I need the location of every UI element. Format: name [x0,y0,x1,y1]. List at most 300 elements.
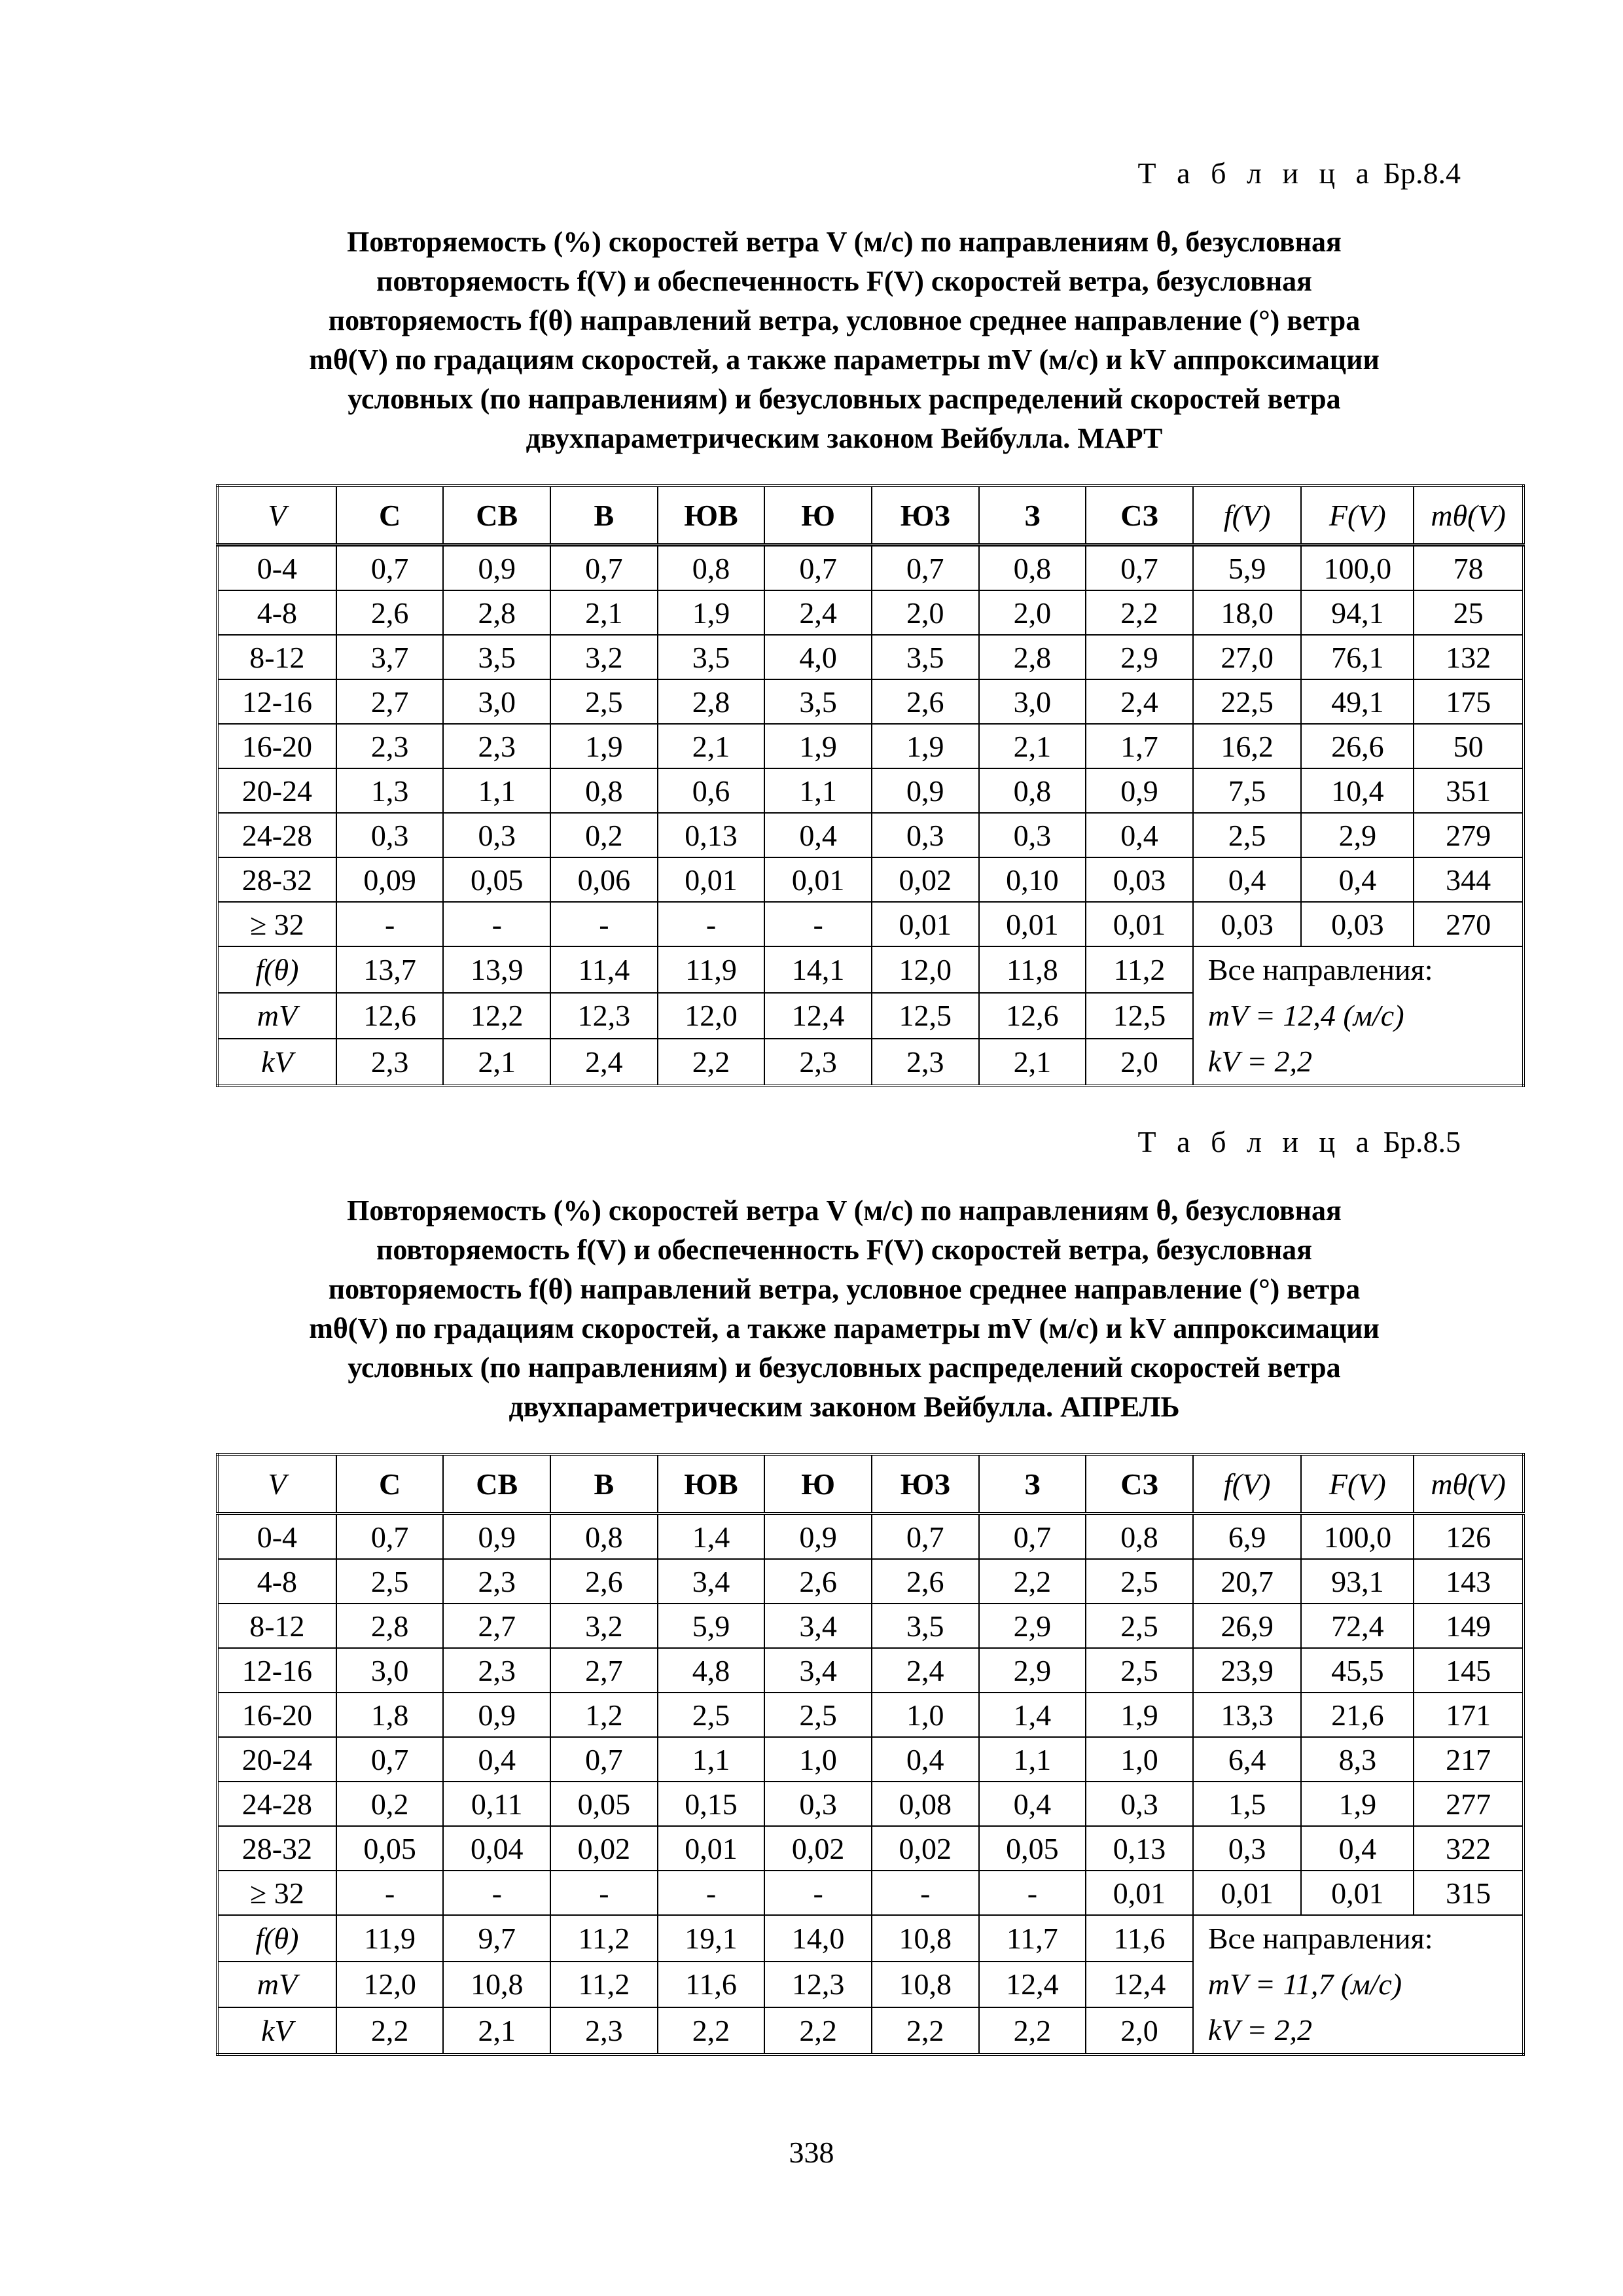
table-cell: 0,01 [979,902,1086,946]
table-cell: 0,8 [979,768,1086,813]
table-cell: 13,7 [336,946,444,993]
table-cell: - [872,1871,979,1915]
table-cell: 100,0 [1301,1514,1414,1560]
table-cell: 2,6 [336,590,444,635]
table-cell: 21,6 [1301,1693,1414,1737]
header-cell: F(V) [1301,486,1414,545]
table-cell: 0,8 [979,545,1086,591]
table-cell: 23,9 [1193,1648,1302,1693]
table-cell: - [764,902,872,946]
caption-line: условных (по направлениям) и безусловных распределений скоростей ветра [348,1352,1341,1384]
table-cell: 2,1 [658,724,765,768]
table-cell: 1,4 [658,1514,765,1560]
speed-range-cell: 12-16 [217,1648,336,1693]
table-cell: 0,7 [979,1514,1086,1560]
table-cell: 2,2 [658,2007,765,2054]
table-cell: 0,9 [443,1693,550,1737]
header-cell: С [336,1454,444,1514]
speed-range-cell: 12-16 [217,679,336,724]
table-cell: 0,3 [443,813,550,857]
row-label: kV [217,2007,336,2054]
table-cell: 1,1 [764,768,872,813]
table-cell: 0,4 [979,1782,1086,1826]
table-cell: 3,0 [443,679,550,724]
table-row [217,1604,1524,1648]
table-cell: 11,6 [658,1962,765,2008]
table-cell: 2,9 [979,1648,1086,1693]
table-cell: 12,2 [443,993,550,1039]
table-cell: 7,5 [1193,768,1302,813]
table-cell: - [550,902,658,946]
table-cell: - [658,1871,765,1915]
table-body [217,1514,1524,1916]
table-cell: 11,6 [1086,1915,1193,1962]
table-cell: 277 [1414,1782,1524,1826]
table-cell: 3,0 [336,1648,444,1693]
table-cell: 351 [1414,768,1524,813]
table-cell: 12,3 [764,1962,872,2008]
table-row [217,857,1524,902]
table-cell: 270 [1414,902,1524,946]
speed-range-cell: 16-20 [217,724,336,768]
table-cell: 20,7 [1193,1559,1302,1604]
caption-line: Повторяемость (%) скоростей ветра V (м/с) по направлениям θ, безусловная [347,1194,1342,1227]
table-cell: 1,1 [979,1737,1086,1782]
header-cell: ЮВ [658,486,765,545]
table-cell: 2,6 [872,1559,979,1604]
table-row [217,1514,1524,1560]
table-row [217,1648,1524,1693]
table-cell: 0,15 [658,1782,765,1826]
table-cell: 11,2 [550,1962,658,2008]
table-cell: 11,8 [979,946,1086,993]
table-cell: 1,7 [1086,724,1193,768]
table-cell: 22,5 [1193,679,1302,724]
caption-line: mθ(V) по градациям скоростей, а также параметры mV (м/с) и kV аппроксимации [309,1312,1380,1344]
f-theta-row [217,946,1524,993]
table-cell: 3,0 [979,679,1086,724]
table-cell: 14,0 [764,1915,872,1962]
table-cell: 1,1 [443,768,550,813]
table-row [217,1826,1524,1871]
table-cell: 2,1 [443,1039,550,1086]
table-cell: 2,4 [764,590,872,635]
header-cell: СЗ [1086,1454,1193,1514]
table-cell: 0,3 [1086,1782,1193,1826]
table-cell: 72,4 [1301,1604,1414,1648]
table-row [217,1737,1524,1782]
table-cell: 1,9 [872,724,979,768]
all-directions-summary [1193,1915,1524,2054]
table-cell: 2,0 [872,590,979,635]
table-cell: 2,7 [550,1648,658,1693]
caption-line: повторяемость f(V) и обеспеченность F(V) скоростей ветра, безусловная [376,1234,1312,1266]
table-cell: 11,4 [550,946,658,993]
table-cell: 3,5 [764,679,872,724]
table-cell: 0,02 [764,1826,872,1871]
table-cell: 0,7 [872,1514,979,1560]
table-cell: 0,4 [1193,857,1302,902]
table-cell: 1,2 [550,1693,658,1737]
header-cell: mθ(V) [1414,486,1524,545]
table-cell: 3,4 [764,1648,872,1693]
header-cell: З [979,1454,1086,1514]
table-cell: 2,9 [979,1604,1086,1648]
table-cell: 1,3 [336,768,444,813]
table-row [217,1782,1524,1826]
table-cell: 0,09 [336,857,444,902]
header-cell: f(V) [1193,1454,1302,1514]
table-row [217,590,1524,635]
header-cell: Ю [764,486,872,545]
header-cell: Ю [764,1454,872,1514]
all-directions-title: Все направления: [1207,1922,1433,1955]
table-cell: 26,6 [1301,724,1414,768]
table-body [217,545,1524,947]
table-cell: 2,2 [979,2007,1086,2054]
table-cell: 2,4 [550,1039,658,1086]
page-number: 338 [789,2136,834,2169]
table-cell: 27,0 [1193,635,1302,679]
table-cell: 0,01 [872,902,979,946]
table-cell: 0,01 [658,857,765,902]
f-theta-row [217,1915,1524,1962]
table-caption [216,1191,1472,1427]
table-cell: 0,6 [658,768,765,813]
table-cell: 2,2 [979,1559,1086,1604]
table-cell: 2,9 [1086,635,1193,679]
table-cell: 2,3 [872,1039,979,1086]
table-cell: 0,01 [1086,902,1193,946]
speed-range-cell: 16-20 [217,1693,336,1737]
caption-line: условных (по направлениям) и безусловных распределений скоростей ветра [348,383,1341,415]
table-cell: 0,8 [658,545,765,591]
table-cell: - [336,902,444,946]
table-cell: 2,1 [550,590,658,635]
table-cell: 49,1 [1301,679,1414,724]
table-cell: 100,0 [1301,545,1414,591]
table-cell: 0,4 [1301,857,1414,902]
table-cell: - [443,902,550,946]
table-cell: 0,7 [336,1514,444,1560]
table-cell: 2,6 [764,1559,872,1604]
table-cell: 12,6 [979,993,1086,1039]
table-cell: 45,5 [1301,1648,1414,1693]
header-cell: V [217,486,336,545]
table-cell: 2,2 [872,2007,979,2054]
caption-line: mθ(V) по градациям скоростей, а также параметры mV (м/с) и kV аппроксимации [309,344,1380,376]
table-cell: 1,5 [1193,1782,1302,1826]
caption-line: повторяемость f(V) и обеспеченность F(V) скоростей ветра, безусловная [376,265,1312,297]
table-cell: 4,8 [658,1648,765,1693]
table-cell: 26,9 [1193,1604,1302,1648]
table-cell: 2,5 [764,1693,872,1737]
table-cell: 322 [1414,1826,1524,1871]
table-cell: 0,01 [1301,1871,1414,1915]
speed-range-cell: 24-28 [217,1782,336,1826]
table-cell: 0,9 [764,1514,872,1560]
speed-range-cell: 4-8 [217,590,336,635]
table-cell: 0,05 [336,1826,444,1871]
table-cell: 14,1 [764,946,872,993]
table-cell: 2,7 [443,1604,550,1648]
row-label: mV [217,993,336,1039]
table-cell: 2,3 [443,1648,550,1693]
table-cell: 0,7 [550,545,658,591]
table-cell: 3,5 [443,635,550,679]
table-cell: 2,5 [1086,1604,1193,1648]
header-cell: В [550,486,658,545]
table-row [217,679,1524,724]
table-cell: 1,9 [550,724,658,768]
table-cell: 2,3 [336,1039,444,1086]
header-cell: В [550,1454,658,1514]
header-cell: ЮЗ [872,486,979,545]
table-cell: 2,8 [979,635,1086,679]
table-row [217,1871,1524,1915]
caption-line: Повторяемость (%) скоростей ветра V (м/с) по направлениям θ, безусловная [347,226,1342,258]
table-cell: 12,5 [1086,993,1193,1039]
header-cell: С [336,486,444,545]
table-cell: 217 [1414,1737,1524,1782]
caption-line: повторяемость f(θ) направлений ветра, условное среднее направление (°) ветра [328,1273,1361,1305]
table-row [217,1559,1524,1604]
table-cell: 2,2 [1086,590,1193,635]
table-cell: 12,0 [658,993,765,1039]
table-cell: 126 [1414,1514,1524,1560]
table-cell: 11,9 [658,946,765,993]
table-cell: 1,0 [872,1693,979,1737]
table-cell: 344 [1414,857,1524,902]
table-cell: 2,0 [1086,1039,1193,1086]
table-cell: 1,0 [1086,1737,1193,1782]
table-row [217,1693,1524,1737]
header-cell: mθ(V) [1414,1454,1524,1514]
speed-range-cell: 8-12 [217,1604,336,1648]
table-cell: 0,08 [872,1782,979,1826]
table-cell: 2,5 [658,1693,765,1737]
row-label: kV [217,1039,336,1086]
table-cell: 2,5 [336,1559,444,1604]
table-cell: 0,7 [336,545,444,591]
table-cell: 0,05 [979,1826,1086,1871]
table-cell: 11,2 [550,1915,658,1962]
speed-range-cell: 28-32 [217,857,336,902]
table-cell: 11,9 [336,1915,444,1962]
table-cell: 171 [1414,1693,1524,1737]
table-cell: 12,4 [1086,1962,1193,2008]
table-cell: 5,9 [658,1604,765,1648]
table-cell: 0,8 [550,1514,658,1560]
table-cell: 0,7 [1086,545,1193,591]
table-cell: 2,2 [336,2007,444,2054]
table-cell: - [979,1871,1086,1915]
table-cell: 0,03 [1301,902,1414,946]
header-cell: ЮЗ [872,1454,979,1514]
table-cell: 3,4 [764,1604,872,1648]
table-row [217,724,1524,768]
table-cell: 0,03 [1193,902,1302,946]
table-cell: 11,7 [979,1915,1086,1962]
table-cell: 0,05 [550,1782,658,1826]
table-cell: 10,8 [872,1962,979,2008]
table-label: Т а б л и ц а Бр.8.5 [1137,1125,1461,1158]
table-cell: 94,1 [1301,590,1414,635]
all-directions-kv: kV = 2,2 [1207,1045,1313,1078]
table-cell: 0,02 [550,1826,658,1871]
table-cell: 0,01 [764,857,872,902]
table-cell: 1,8 [336,1693,444,1737]
table-cell: 0,05 [443,857,550,902]
header-row [217,486,1524,545]
speed-range-cell: ≥ 32 [217,1871,336,1915]
table-cell: 2,5 [1086,1648,1193,1693]
caption-line: двухпараметрическим законом Вейбулла. АПРЕЛЬ [508,1391,1180,1423]
table-cell: 12,3 [550,993,658,1039]
table-cell: 2,8 [443,590,550,635]
table-cell: 12,5 [872,993,979,1039]
table-cell: 0,01 [1193,1871,1302,1915]
table-cell: 1,0 [764,1737,872,1782]
table-cell: 1,9 [1301,1782,1414,1826]
table-cell: 0,2 [550,813,658,857]
table-caption [216,223,1472,458]
table-cell: 0,03 [1086,857,1193,902]
table-cell: 3,5 [872,1604,979,1648]
table-cell: 2,0 [1086,2007,1193,2054]
table-cell: 3,2 [550,635,658,679]
table-cell: 2,3 [550,2007,658,2054]
table-cell: 8,3 [1301,1737,1414,1782]
row-label: f(θ) [217,946,336,993]
table-cell: 0,13 [1086,1826,1193,1871]
all-directions-kv: kV = 2,2 [1207,2013,1313,2047]
table-cell: 76,1 [1301,635,1414,679]
table-cell: 11,2 [1086,946,1193,993]
data-table [216,1453,1525,2056]
table-cell: 9,7 [443,1915,550,1962]
table-cell: 3,4 [658,1559,765,1604]
table-cell: 2,1 [979,1039,1086,1086]
table-cell: 0,3 [764,1782,872,1826]
table-cell: 12,0 [336,1962,444,2008]
speed-range-cell: 20-24 [217,768,336,813]
speed-range-cell: 0-4 [217,1514,336,1560]
table-row [217,902,1524,946]
table-cell: 3,5 [658,635,765,679]
speed-range-cell: 4-8 [217,1559,336,1604]
table-cell: 6,4 [1193,1737,1302,1782]
table-cell: 12,4 [979,1962,1086,2008]
table-cell: - [336,1871,444,1915]
table-cell: 2,5 [1086,1559,1193,1604]
table-row [217,635,1524,679]
speed-range-cell: 8-12 [217,635,336,679]
header-cell: СЗ [1086,486,1193,545]
table-cell: 2,1 [443,2007,550,2054]
table-cell: 2,5 [1193,813,1302,857]
table-cell: 2,4 [872,1648,979,1693]
table-cell: 2,4 [1086,679,1193,724]
table-cell: 0,9 [872,768,979,813]
header-cell: V [217,1454,336,1514]
table-cell: 4,0 [764,635,872,679]
all-directions-mv: mV = 11,7 (м/с) [1207,1967,1402,2001]
table-cell: 16,2 [1193,724,1302,768]
table-cell: 78 [1414,545,1524,591]
row-label: mV [217,1962,336,2008]
table-cell: 0,13 [658,813,765,857]
table-cell: - [658,902,765,946]
header-cell: f(V) [1193,486,1302,545]
table-cell: 2,3 [336,724,444,768]
caption-line: повторяемость f(θ) направлений ветра, условное среднее направление (°) ветра [328,304,1361,336]
data-table [216,484,1525,1087]
header-cell: ЮВ [658,1454,765,1514]
speed-range-cell: 20-24 [217,1737,336,1782]
table-cell: 1,9 [658,590,765,635]
header-cell: F(V) [1301,1454,1414,1514]
table-cell: 1,4 [979,1693,1086,1737]
table-cell: 0,7 [550,1737,658,1782]
table-cell: - [550,1871,658,1915]
table-cell: 0,4 [1086,813,1193,857]
header-cell: З [979,486,1086,545]
table-cell: 0,04 [443,1826,550,1871]
table-cell: 2,0 [979,590,1086,635]
table-cell: 2,1 [979,724,1086,768]
table-cell: 0,4 [872,1737,979,1782]
table-cell: 149 [1414,1604,1524,1648]
table-cell: - [764,1871,872,1915]
table-label: Т а б л и ц а Бр.8.4 [1137,156,1461,190]
table-cell: 1,9 [764,724,872,768]
table-cell: - [443,1871,550,1915]
all-directions-summary [1193,946,1524,1086]
table-cell: 0,06 [550,857,658,902]
table-cell: 0,3 [872,813,979,857]
table-cell: 25 [1414,590,1524,635]
table-cell: 2,3 [443,1559,550,1604]
table-cell: 3,7 [336,635,444,679]
table-cell: 0,02 [872,1826,979,1871]
table-cell: 5,9 [1193,545,1302,591]
speed-range-cell: 0-4 [217,545,336,591]
table-cell: 0,3 [336,813,444,857]
table-row [217,768,1524,813]
row-label: f(θ) [217,1915,336,1962]
table-cell: 12,6 [336,993,444,1039]
table-cell: 19,1 [658,1915,765,1962]
table-cell: 0,7 [872,545,979,591]
table-cell: 6,9 [1193,1514,1302,1560]
all-directions-mv: mV = 12,4 (м/с) [1207,999,1404,1032]
table-cell: 2,3 [443,724,550,768]
table-cell: 0,8 [550,768,658,813]
table-cell: 145 [1414,1648,1524,1693]
table-cell: 12,4 [764,993,872,1039]
speed-range-cell: 24-28 [217,813,336,857]
header-cell: СВ [443,486,550,545]
table-cell: 2,2 [764,2007,872,2054]
table-cell: 0,3 [1193,1826,1302,1871]
table-cell: 2,5 [550,679,658,724]
table-cell: 1,1 [658,1737,765,1782]
table-cell: 13,3 [1193,1693,1302,1737]
table-cell: 50 [1414,724,1524,768]
table-cell: 143 [1414,1559,1524,1604]
table-cell: 2,9 [1301,813,1414,857]
